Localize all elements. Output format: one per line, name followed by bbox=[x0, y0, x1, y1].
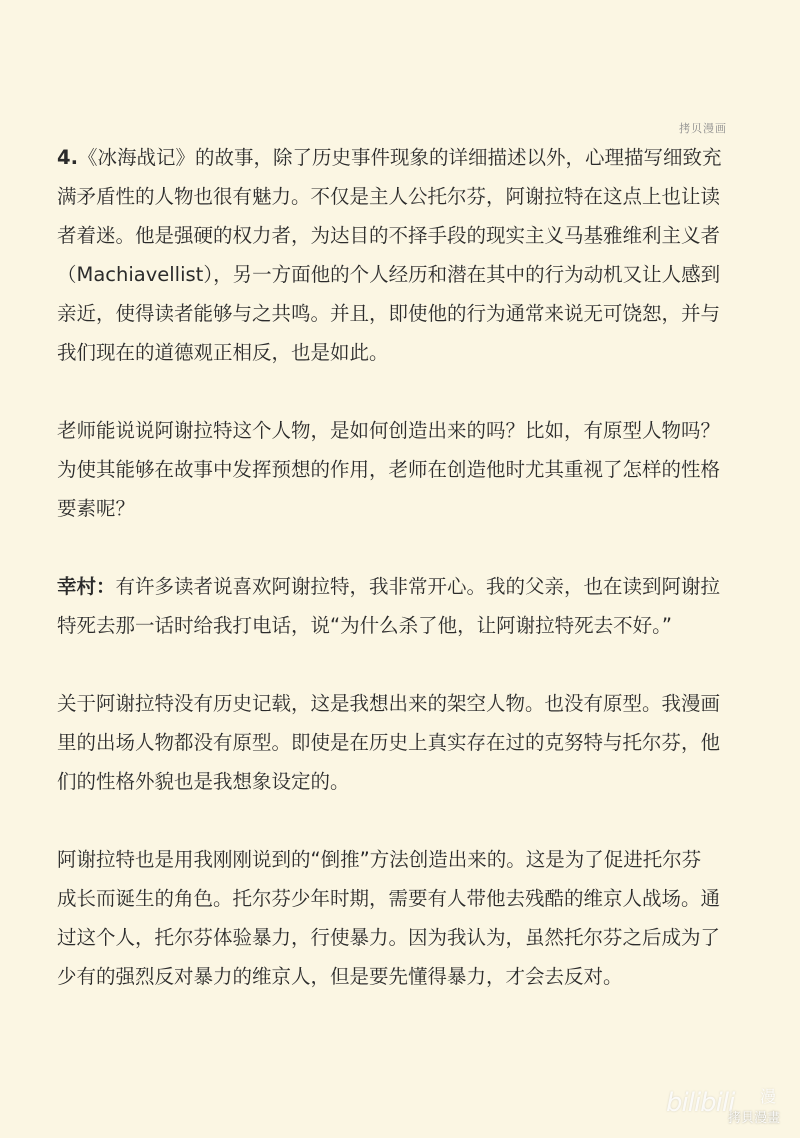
line: 成长而诞生的角色。托尔芬少年时期，需要有人带他去残酷的维京人战场。通 bbox=[57, 887, 721, 910]
speaker-label: 幸村： bbox=[57, 575, 116, 598]
line: 里的出场人物都没有原型。即使是在历史上真实存在过的克努特与托尔芬，他 bbox=[57, 731, 721, 754]
line: 老师能说说阿谢拉特这个人物，是如何创造出来的吗？比如，有原型人物吗？ bbox=[57, 419, 721, 442]
paragraph-2 bbox=[57, 411, 747, 528]
logo-manga-char: 漫 bbox=[759, 1087, 776, 1106]
bilibili-icon: bilibili bbox=[666, 1088, 735, 1118]
line: 少有的强烈反对暴力的维京人，但是要先懂得暴力，才会去反对。 bbox=[57, 965, 623, 988]
line: 为使其能够在故事中发挥预想的作用，老师在创造他时尤其重视了怎样的性格 bbox=[57, 458, 721, 481]
paragraph-5 bbox=[57, 840, 747, 996]
line: 过这个人，托尔芬体验暴力，行使暴力。因为我认为，虽然托尔芬之后成为了 bbox=[57, 926, 721, 949]
line: 阿谢拉特也是用我刚刚说到的“倒推”方法创造出来的。这是为了促进托尔芬 bbox=[57, 848, 702, 871]
line: 满矛盾性的人物也很有魅力。不仅是主人公托尔芬，阿谢拉特在这点上也让读 bbox=[57, 185, 721, 208]
article-body bbox=[57, 138, 747, 1035]
paragraph-4 bbox=[57, 684, 747, 801]
line: 我们现在的道德观正相反，也是如此。 bbox=[57, 341, 389, 364]
line: 亲近，使得读者能够与之共鸣。并且，即使他的行为通常来说无可饶恕，并与 bbox=[57, 302, 721, 325]
line: 关于阿谢拉特没有历史记载，这是我想出来的架空人物。也没有原型。我漫画 bbox=[57, 692, 721, 715]
line: （Machiavellist），另一方面他的个人经历和潜在其中的行为动机又让人感到 bbox=[57, 263, 721, 286]
line: 幸村：有许多读者说喜欢阿谢拉特，我非常开心。我的父亲，也在读到阿谢拉 bbox=[57, 575, 721, 598]
line: 4.《冰海战记》的故事，除了历史事件现象的详细描述以外，心理描写细致充 bbox=[57, 146, 722, 169]
line: 特死去那一话时给我打电话，说“为什么杀了他，让阿谢拉特死去不好。” bbox=[57, 614, 672, 637]
line: 者着迷。他是强硬的权力者，为达目的不择手段的现实主义马基雅维利主义者 bbox=[57, 224, 721, 247]
bilibili-manga-logo bbox=[666, 1088, 786, 1128]
paragraph-1 bbox=[57, 138, 747, 372]
watermark-bottom: 拷貝漫畫 bbox=[727, 1111, 780, 1126]
line: 要素呢？ bbox=[57, 497, 136, 520]
watermark-top: 拷贝漫画 bbox=[679, 122, 727, 135]
question-number: 4. bbox=[57, 146, 78, 169]
line: 们的性格外貌也是我想象设定的。 bbox=[57, 770, 350, 793]
paragraph-3 bbox=[57, 567, 747, 645]
